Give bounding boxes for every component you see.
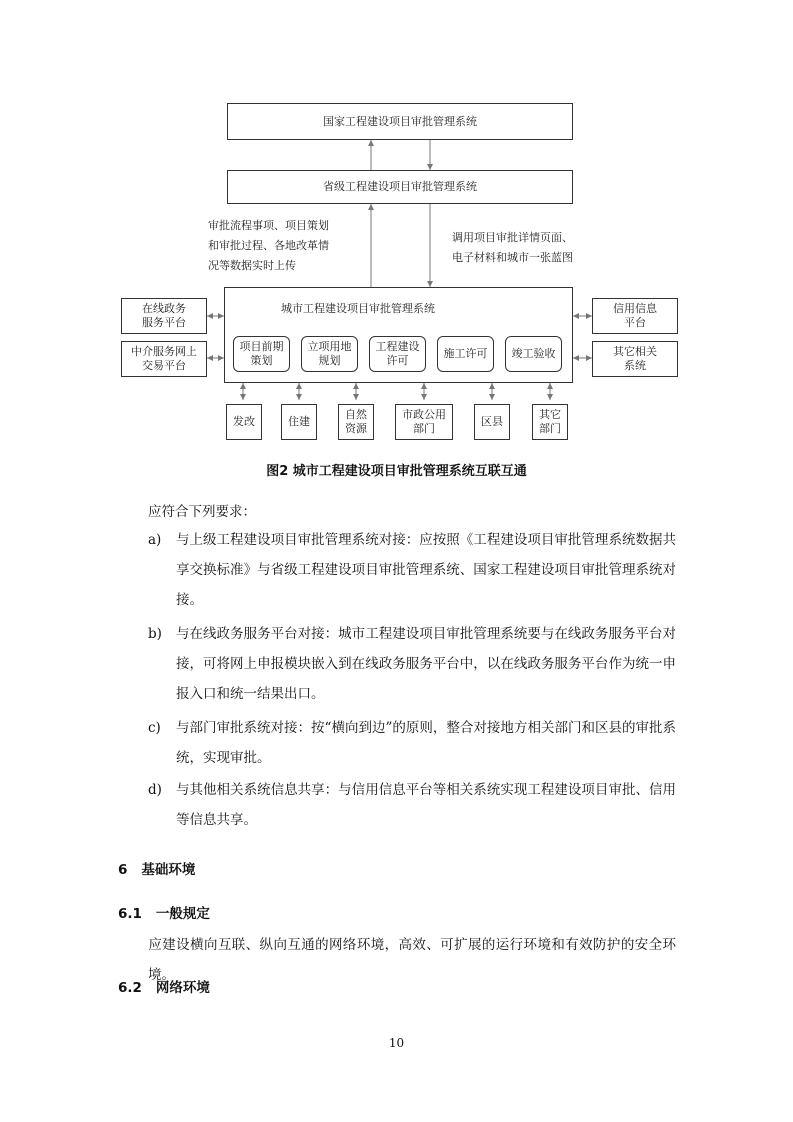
list-marker: b) — [148, 626, 162, 642]
stage-box-project-planning — [233, 336, 290, 372]
stage-label: 立项用地 规划 — [307, 340, 352, 367]
list-marker: c) — [148, 720, 161, 736]
requirements-intro: 应符合下列要求： — [148, 504, 256, 520]
list-item-text: 与在线政务服务平台对接：城市工程建设项目审批管理系统要与在线政务服务平台对接，可将网上申报模块嵌入到在线政务服务平台中，以在线政务服务平台作为统一申报入口和统一结果出口。 — [176, 626, 676, 702]
list-item-text: 与部门审批系统对接：按“横向到边”的原则，整合对接地方相关部门和区县的审批系统，实现审批。 — [176, 720, 676, 766]
credit-platform-box — [592, 298, 678, 334]
platform-label: 中介服务网上 交易平台 — [131, 345, 197, 372]
section-number: 6.2 — [118, 980, 142, 996]
section-heading-6-1 — [118, 902, 210, 922]
department-label: 住建 — [288, 415, 310, 428]
list-marker: a) — [148, 532, 162, 548]
platform-label: 信用信息 平台 — [613, 302, 657, 329]
stage-box-land-planning — [301, 336, 358, 372]
stage-box-building-permit — [437, 336, 494, 372]
dept-box-development-reform — [226, 404, 262, 440]
dept-box-districts — [474, 404, 510, 440]
department-label: 区县 — [481, 415, 503, 428]
figure-caption: 图2 城市工程建设项目审批管理系统互联互通 — [266, 464, 527, 479]
section-title: 网络环境 — [155, 980, 210, 996]
stage-label: 施工许可 — [443, 347, 488, 360]
stage-label: 项目前期 策划 — [239, 340, 284, 367]
national-system-box — [227, 103, 573, 140]
dept-box-natural-resources — [338, 404, 374, 440]
national-system-label: 国家工程建设项目审批管理系统 — [323, 114, 477, 128]
online-service-platform-box — [121, 298, 207, 334]
section-6-1-paragraph — [148, 930, 676, 990]
dept-box-housing-construction — [281, 404, 317, 440]
city-system-label: 城市工程建设项目审批管理系统 — [281, 302, 435, 315]
dept-box-other — [532, 404, 568, 440]
department-label: 自然 资源 — [345, 408, 367, 435]
dept-box-municipal-utilities — [395, 404, 453, 440]
provincial-system-box — [227, 170, 573, 204]
platform-label: 在线政务 服务平台 — [142, 302, 186, 329]
list-item-text: 与其他相关系统信息共享：与信用信息平台等相关系统实现工程建设项目审批、信用等信息共享。 — [176, 782, 676, 828]
provincial-system-label: 省级工程建设项目审批管理系统 — [323, 180, 477, 193]
section-number: 6.1 — [118, 906, 142, 922]
retrieve-note: 调用项目审批详情页面、 电子材料和城市一张蓝图 — [452, 231, 573, 264]
stage-box-construction-permit — [369, 336, 426, 372]
list-marker: d) — [148, 782, 162, 798]
page-number: 10 — [388, 1036, 405, 1050]
diagram-connector-lines — [0, 0, 793, 460]
stage-label: 工程建设 许可 — [375, 340, 420, 367]
other-systems-box — [592, 341, 678, 377]
upload-note: 审批流程事项、项目策划 和审批过程、各地改革情 况等数据实时上传 — [208, 219, 329, 272]
section-number: 6 — [118, 862, 128, 878]
intermediary-platform-box — [121, 341, 207, 377]
list-item-text: 与上级工程建设项目审批管理系统对接：应按照《工程建设项目审批管理系统数据共享交换标准》与省级工程建设项目审批管理系统、国家工程建设项目审批管理系统对接。 — [176, 532, 676, 608]
stage-label: 竣工验收 — [511, 347, 556, 360]
stage-box-completion-acceptance — [505, 336, 562, 372]
city-system-box — [224, 287, 573, 383]
section-heading-6 — [118, 858, 195, 878]
platform-label: 其它相关 系统 — [613, 345, 657, 372]
paragraph-text: 应建设横向互联、纵向互通的网络环境，高效、可扩展的运行环境和有效防护的安全环境。 — [148, 937, 676, 983]
section-heading-6-2 — [118, 976, 210, 996]
department-label: 市政公用 部门 — [402, 408, 446, 435]
department-label: 其它 部门 — [539, 408, 561, 435]
department-label: 发改 — [233, 415, 255, 428]
section-title: 基础环境 — [141, 862, 196, 878]
section-title: 一般规定 — [155, 906, 210, 922]
